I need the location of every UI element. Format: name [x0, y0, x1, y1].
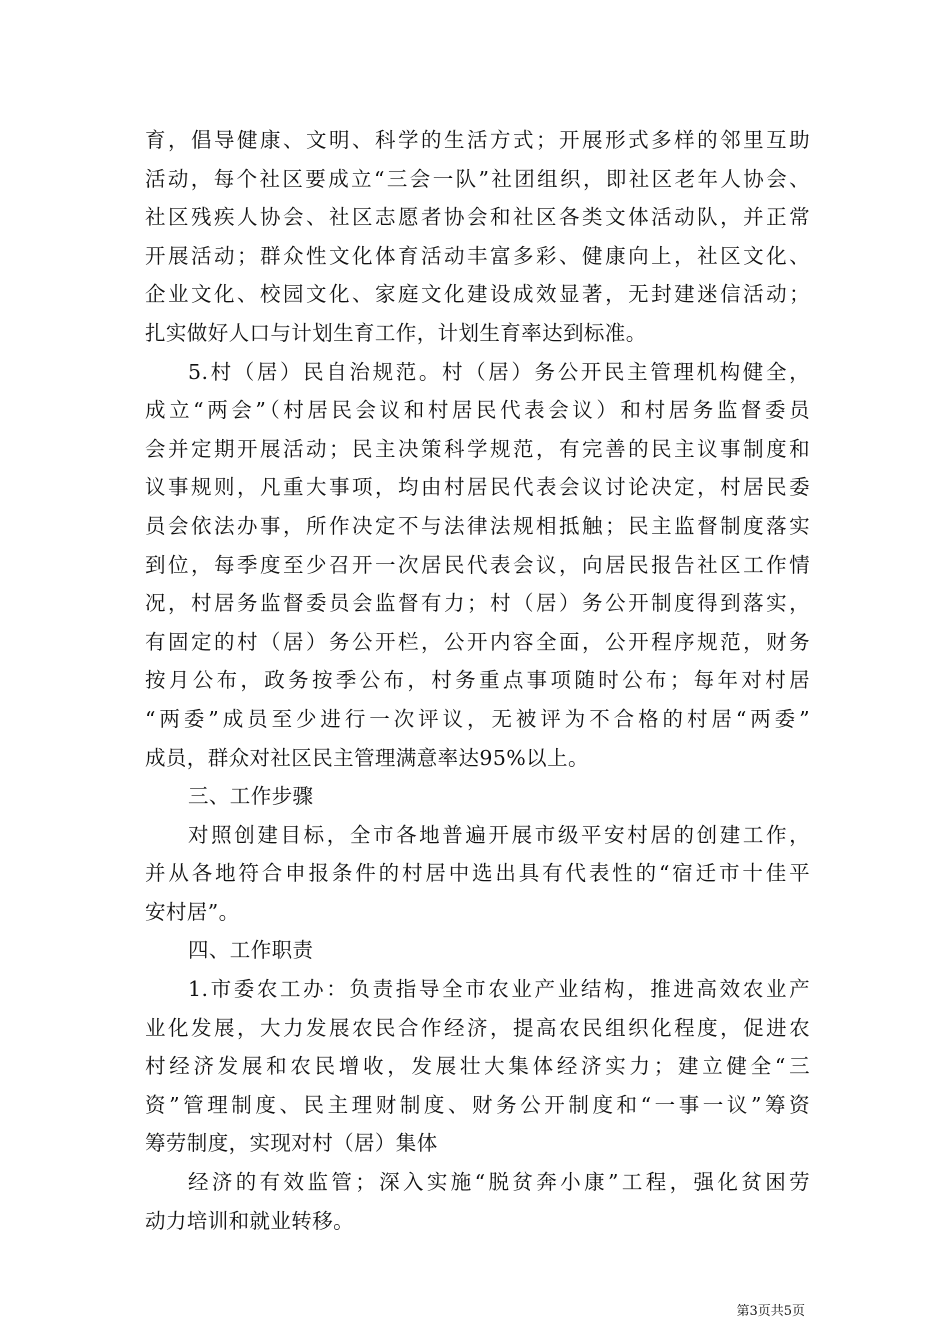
text-line: 员会依法办事，所作决定不与法律法规相抵触；民主监督制度落实 [145, 513, 810, 538]
text-line: 村经济发展和农民增收，发展壮大集体经济实力；建立健全“三 [145, 1054, 810, 1079]
text-line: 按月公布，政务按季公布，村务重点事项随时公布；每年对村居 [145, 668, 810, 693]
text-line: 况，村居务监督委员会监督有力；村（居）务公开制度得到落实， [145, 591, 810, 616]
text-line: 扎实做好人口与计划生育工作，计划生育率达到标准。 [145, 320, 647, 345]
text-line: 企业文化、校园文化、家庭文化建设成效显著，无封建迷信活动； [145, 282, 810, 307]
text-line: 三、工作步骤 [188, 784, 314, 809]
text-line: 经济的有效监管；深入实施“脱贫奔小康”工程，强化贫困劳 [188, 1170, 810, 1195]
text-line: 对照创建目标，全市各地普遍开展市级平安村居的创建工作， [188, 822, 810, 847]
text-line: 并从各地符合申报条件的村居中选出具有代表性的“宿迁市十佳平 [145, 861, 810, 886]
text-line: 会并定期开展活动；民主决策科学规范，有完善的民主议事制度和 [145, 436, 810, 461]
text-line: “两委”成员至少进行一次评议，无被评为不合格的村居“两委” [145, 706, 810, 731]
text-line: 有固定的村（居）务公开栏，公开内容全面，公开程序规范，财务 [145, 629, 810, 654]
text-line: 开展活动；群众性文化体育活动丰富多彩、健康向上，社区文化、 [145, 243, 810, 268]
text-line: 筹劳制度，实现对村（居）集体 [145, 1131, 438, 1156]
text-line: 到位，每季度至少召开一次居民代表会议，向居民报告社区工作情 [145, 552, 810, 577]
text-line: 业化发展，大力发展农民合作经济，提高农民组织化程度，促进农 [145, 1015, 810, 1040]
text-line: 安村居”。 [145, 899, 240, 924]
text-line: 资”管理制度、民主理财制度、财务公开制度和“一事一议”筹资 [145, 1092, 810, 1117]
text-line: 社区残疾人协会、社区志愿者协会和社区各类文体活动队，并正常 [145, 205, 810, 230]
text-line: 成立“两会”（村居民会议和村居民代表会议）和村居务监督委员 [145, 398, 810, 423]
text-line: 育，倡导健康、文明、科学的生活方式；开展形式多样的邻里互助 [145, 128, 810, 152]
text-line: 活动，每个社区要成立“三会一队”社团组织，即社区老年人协会、 [145, 166, 810, 191]
text-line: 议事规则，凡重大事项，均由村居民代表会议讨论决定，村居民委 [145, 475, 810, 500]
text-line: 动力培训和就业转移。 [145, 1208, 354, 1233]
text-line: 5.村（居）民自治规范。村（居）务公开民主管理机构健全， [188, 359, 810, 384]
text-line: 四、工作职责 [188, 938, 314, 963]
text-line: 1.市委农工办：负责指导全市农业产业结构，推进高效农业产 [188, 977, 810, 1002]
page-number: 第3页共5页 [736, 1304, 805, 1319]
document-body [145, 121, 810, 1240]
text-line: 成员，群众对社区民主管理满意率达95%以上。 [145, 745, 589, 770]
